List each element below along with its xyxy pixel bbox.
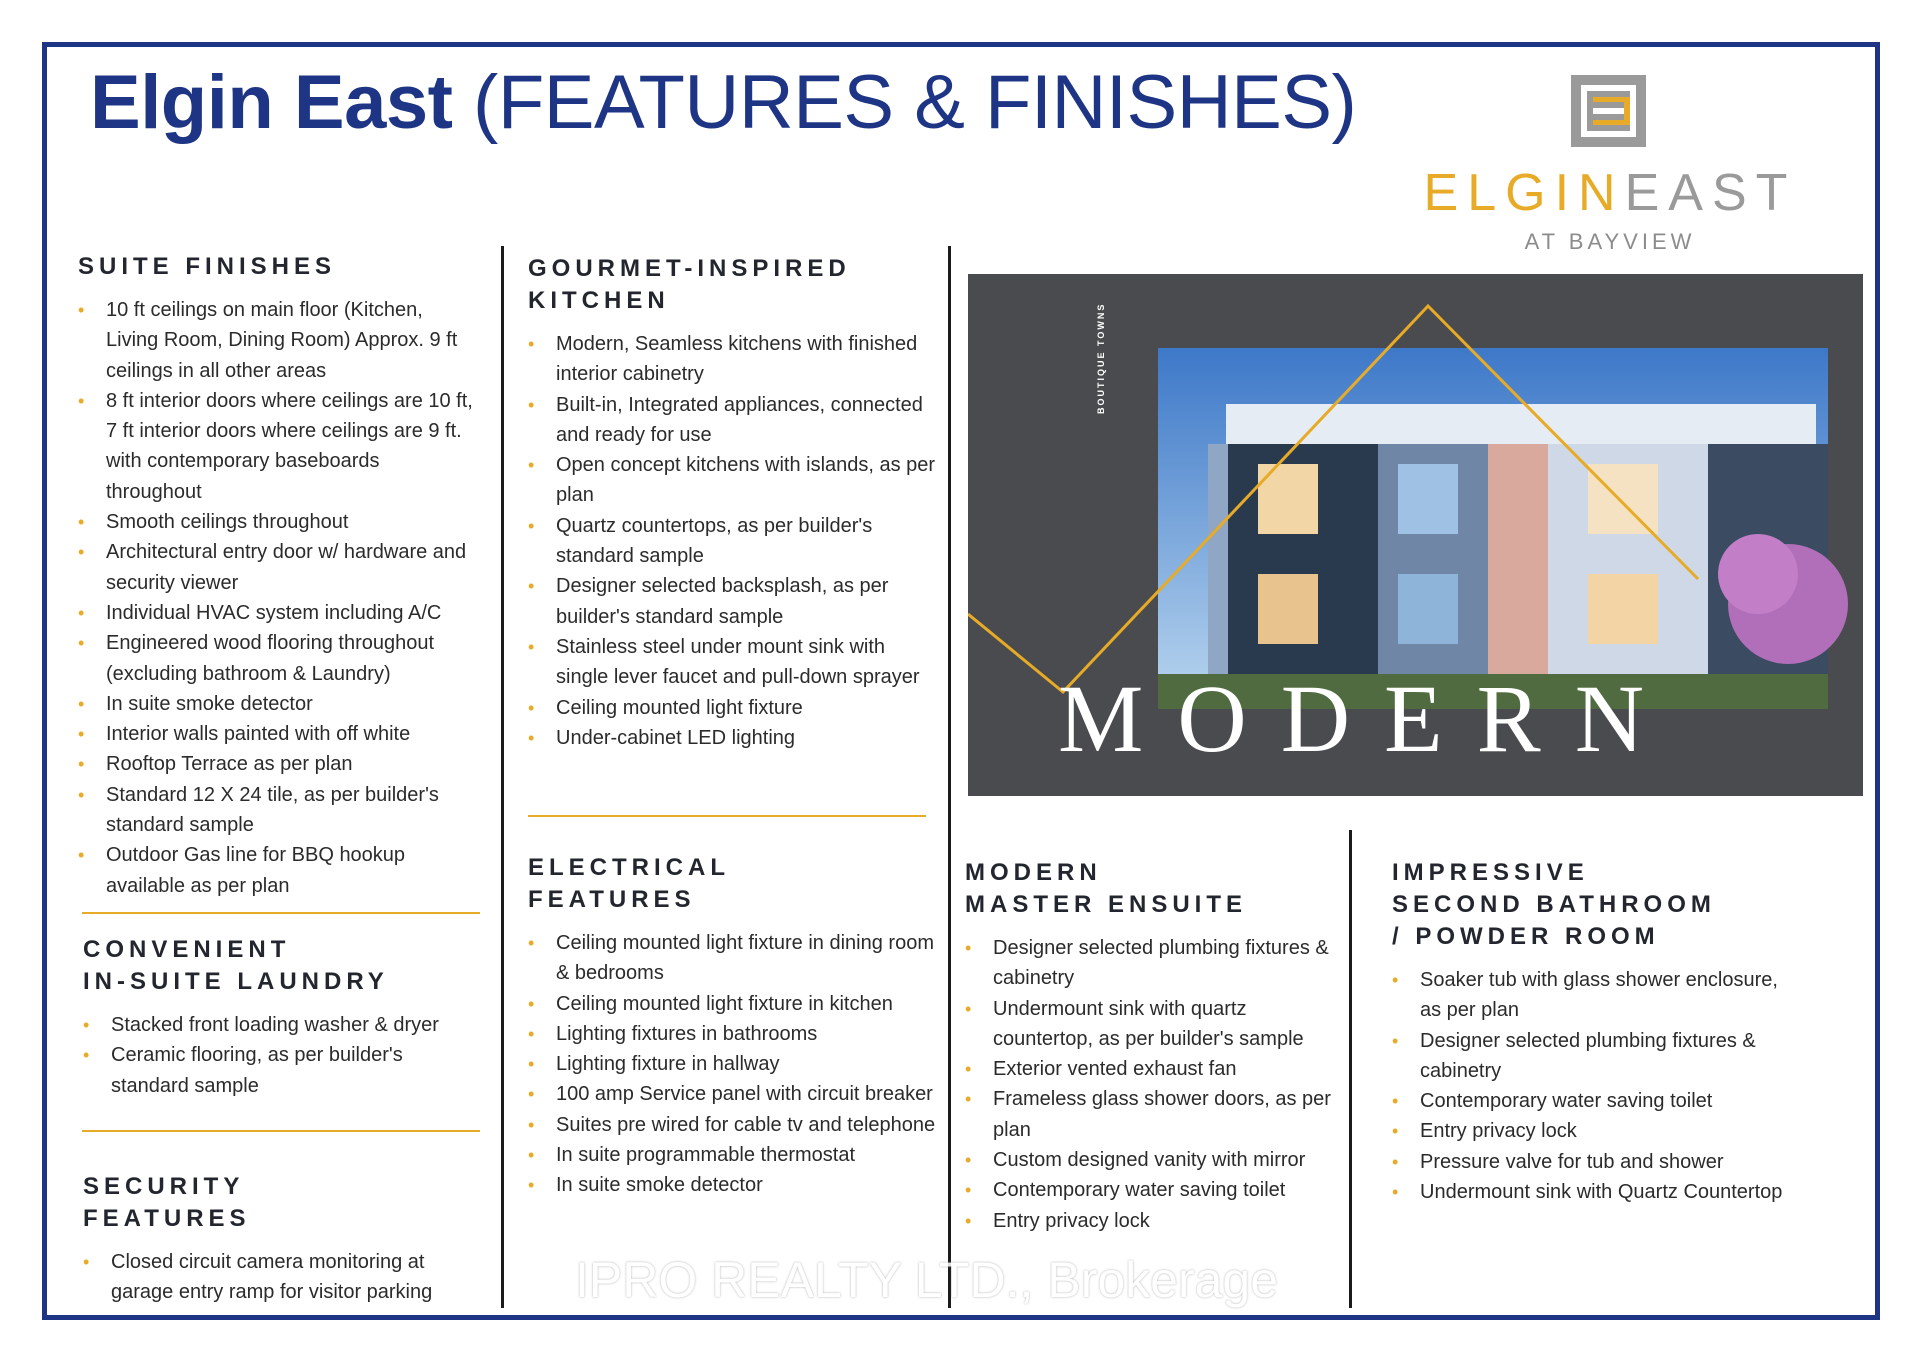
bullet-item: • Exterior vented exhaust fan [965,1054,1350,1084]
bullet-item: • 100 amp Service panel with circuit breaker [528,1079,938,1109]
column-divider [1349,830,1352,1308]
bullet-item: • Ceiling mounted light fixture in dining room & bedrooms [528,928,938,989]
divider [528,815,926,817]
bullet-item: • Lighting fixtures in bathrooms [528,1019,938,1049]
title-suffix: (FEATURES & FINISHES) [452,60,1357,145]
brokerage-watermark: IPRO REALTY LTD., Brokerage [575,1252,1279,1308]
logo-word-elgin: ELGIN [1423,164,1625,222]
laundry-section [83,934,483,1101]
hero-title: MODERN [1058,665,1679,772]
laundry-list [83,1010,483,1101]
bullet-item: • Soaker tub with glass shower enclosure, as per plan [1392,965,1792,1026]
bullet-item: • Contemporary water saving toilet [965,1175,1350,1205]
bullet-item: • Custom designed vanity with mirror [965,1145,1350,1175]
bullet-item: • Frameless glass shower doors, as per plan [965,1084,1350,1145]
second-bath-list [1392,965,1792,1207]
hero-image [968,274,1863,796]
bullet-item: • Rooftop Terrace as per plan [78,749,478,779]
bullet-item: • Ceiling mounted light fixture in kitchen [528,989,938,1019]
bullet-item: • Stainless steel under mount sink with single lever faucet and pull-down sprayer [528,632,938,693]
column-divider [501,246,504,1308]
suite-finishes-list [78,295,478,901]
logo-wordmark [1405,163,1815,223]
bullet-item: • Undermount sink with Quartz Countertop [1392,1177,1792,1207]
elgin-east-logo-icon [1571,75,1646,147]
bullet-item: • Quartz countertops, as per builder's standard sample [528,511,938,572]
bullet-item: • Ceramic flooring, as per builder's standard sample [83,1040,483,1101]
bullet-item: • Interior walls painted with off white [78,719,478,749]
suite-finishes-heading: SUITE FINISHES [78,253,337,280]
bullet-item: • Lighting fixture in hallway [528,1049,938,1079]
bullet-item: • Suites pre wired for cable tv and telephone [528,1110,938,1140]
bullet-item: • Pressure valve for tub and shower [1392,1147,1792,1177]
ensuite-list [965,933,1350,1236]
ensuite-section [965,857,1350,1236]
logo-word-east: EAST [1624,164,1797,222]
bullet-item: • Individual HVAC system including A/C [78,598,478,628]
column-divider [948,246,951,1308]
bullet-item: • Designer selected backsplash, as per builder's standard sample [528,571,938,632]
title-name: Elgin East [90,60,453,145]
bullet-item: • 8 ft interior doors where ceilings are 10 ft, 7 ft interior doors where ceilings are 9 ft. with contemporary baseboards throughout [78,386,478,507]
bullet-item: • Architectural entry door w/ hardware and security viewer [78,537,478,598]
security-heading: SECURITY FEATURES [83,1173,251,1232]
bullet-item: • Closed circuit camera monitoring at garage entry ramp for visitor parking [83,1247,483,1308]
page-title [90,58,1356,148]
divider [82,912,480,914]
security-list [83,1247,483,1308]
electrical-heading: ELECTRICAL FEATURES [528,854,730,913]
bullet-item: • Modern, Seamless kitchens with finished interior cabinetry [528,329,938,390]
bullet-item: • Contemporary water saving toilet [1392,1086,1792,1116]
second-bath-section [1392,857,1792,1207]
suite-finishes-section [78,251,478,901]
bullet-item: • Open concept kitchens with islands, as per plan [528,450,938,511]
kitchen-heading: GOURMET-INSPIRED KITCHEN [528,255,851,314]
bullet-item: • Undermount sink with quartz countertop, as per builder's sample [965,994,1350,1055]
ensuite-heading: MODERN MASTER ENSUITE [965,859,1248,918]
security-section [83,1171,483,1308]
bullet-item: • Entry privacy lock [965,1206,1350,1236]
electrical-list [528,928,938,1201]
kitchen-list [528,329,938,753]
laundry-heading: CONVENIENT IN-SUITE LAUNDRY [83,936,389,995]
bullet-item: • Entry privacy lock [1392,1116,1792,1146]
hero-vertical-label: BOUTIQUE TOWNS [1096,302,1106,414]
bullet-item: • Stacked front loading washer & dryer [83,1010,483,1040]
bullet-item: • Built-in, Integrated appliances, connected and ready for use [528,390,938,451]
bullet-item: • Standard 12 X 24 tile, as per builder's standard sample [78,780,478,841]
bullet-item: • Smooth ceilings throughout [78,507,478,537]
bullet-item: • Designer selected plumbing fixtures & cabinetry [1392,1026,1792,1087]
bullet-item: • Outdoor Gas line for BBQ hookup available as per plan [78,840,478,901]
bullet-item: • Under-cabinet LED lighting [528,723,938,753]
bullet-item: • Ceiling mounted light fixture [528,693,938,723]
logo-subtitle: AT BAYVIEW [1524,229,1696,254]
kitchen-section [528,253,938,753]
bullet-item: • Engineered wood flooring throughout (excluding bathroom & Laundry) [78,628,478,689]
divider [82,1130,480,1132]
bullet-item: • 10 ft ceilings on main floor (Kitchen, Living Room, Dining Room) Approx. 9 ft ceilings in all other areas [78,295,478,386]
second-bath-heading: IMPRESSIVE SECOND BATHROOM / POWDER ROOM [1392,859,1716,950]
bullet-item: • In suite programmable thermostat [528,1140,938,1170]
bullet-item: • In suite smoke detector [528,1170,938,1200]
bullet-item: • Designer selected plumbing fixtures & cabinetry [965,933,1350,994]
electrical-section [528,852,938,1201]
bullet-item: • In suite smoke detector [78,689,478,719]
